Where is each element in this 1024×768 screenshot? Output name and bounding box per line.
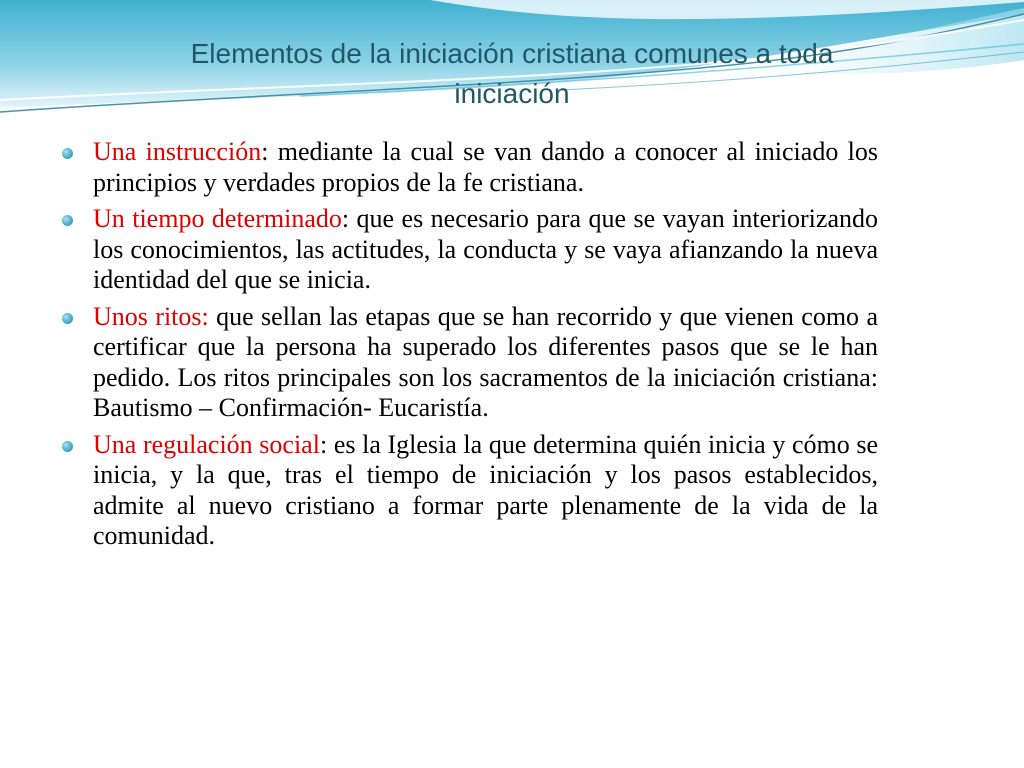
bullet-list [62, 137, 878, 558]
bullet-item-regulacion [62, 430, 878, 552]
round-bullet-icon [62, 441, 73, 452]
slide-title-line-1: Elementos de la iniciación cristiana comunes a toda [190, 38, 834, 69]
bullet-item-tiempo [62, 204, 878, 296]
bullet-separator: : [319, 429, 328, 459]
bullet-item-instruccion [62, 137, 878, 198]
round-bullet-icon [62, 313, 73, 324]
bullet-text: mediante la cual se van dando a conocer al iniciado los principios y verdades propios de la fe cristiana. [93, 137, 879, 197]
bullet-separator: : [261, 137, 269, 166]
bullet-text: es la Iglesia la que determina quién inicia y cómo se inicia, y la que, tras el tiempo de iniciación y los pasos establecidos, admite al nuevo cristiano a formar parte plenamente de la vida de la comunidad. [93, 429, 879, 550]
bullet-separator: : [341, 204, 350, 233]
bullet-term: Una regulación social [93, 429, 320, 459]
bullet-term: Un tiempo determinado [93, 204, 342, 233]
bullet-text: que es necesario para que se vayan interiorizando los conocimientos, las actitudes, la conducta y se vaya afianzando la nueva identidad del que se inicia. [93, 204, 878, 294]
bullet-text: que sellan las etapas que se han recorrido y que vienen como a certificar que la persona ha superado los diferentes pasos que se le han pedido. Los ritos principales son los sacramentos de la iniciación cristiana: Bautismo – Confirmación- Eucaristía. [93, 301, 878, 422]
bullet-item-ritos [62, 302, 878, 424]
slide-title-line-2: iniciación [454, 78, 570, 109]
bullet-term: Unos ritos: [93, 301, 209, 331]
round-bullet-icon [62, 215, 73, 226]
round-bullet-icon [62, 148, 73, 159]
bullet-term: Una instrucción [93, 137, 262, 166]
slide-title [100, 34, 924, 114]
